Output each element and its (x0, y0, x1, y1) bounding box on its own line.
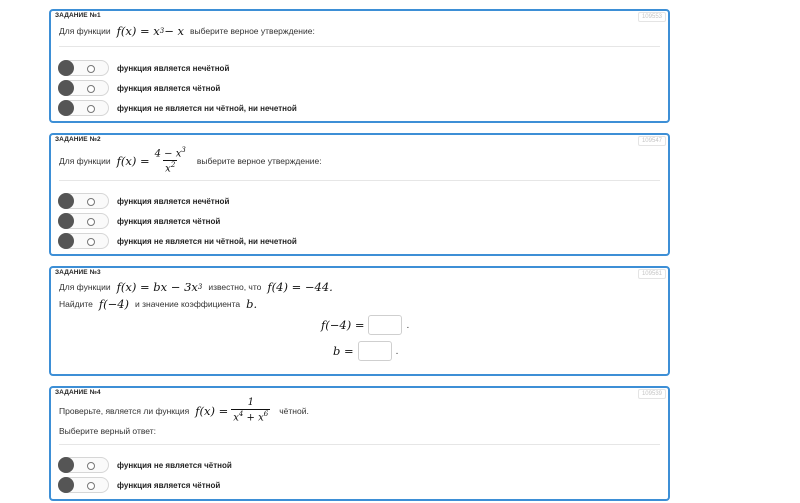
option-row[interactable] (58, 100, 297, 116)
option-label: функция является нечётной (117, 63, 230, 73)
task-id-badge: 109547 (638, 136, 666, 146)
formula: f(x) = x 3 − x (116, 24, 185, 38)
formula: f(−4) (98, 297, 130, 311)
toggle-knob (58, 233, 74, 249)
option-toggle[interactable] (58, 193, 109, 209)
question-text-line2: Найдите f(−4) и значение коэффициента b. (59, 297, 258, 311)
divider (59, 180, 660, 181)
task-card-4 (49, 386, 670, 501)
radio-circle-icon (87, 482, 95, 490)
task-label: ЗАДАНИЕ №1 (55, 12, 101, 19)
option-label: функция является чётной (117, 480, 221, 490)
answer-row: f(−4) = . (321, 315, 409, 335)
task-label: ЗАДАНИЕ №4 (55, 389, 101, 396)
option-label: функция не является ни чётной, ни нечетной (117, 236, 297, 246)
formula: f(x) = $\frac{4 - x^3}{x^2}$ (116, 146, 186, 175)
radio-circle-icon (87, 238, 95, 246)
variable: b. (246, 297, 258, 311)
question-text: Проверьте, является ли функция f(x) = $\frac{1}{x^4 + x^6}$ чётной. (59, 397, 309, 424)
question-text: Для функции f(x) = $\frac{4 - x^3}{x^2}$ выберите верное утверждение: (59, 146, 322, 175)
condition-formula: f(4) = −44. (267, 280, 333, 294)
toggle-knob (58, 80, 74, 96)
task-id-badge: 109553 (638, 12, 666, 22)
radio-circle-icon (87, 105, 95, 113)
option-row[interactable] (58, 60, 229, 76)
option-label: функция не является чётной (117, 460, 232, 470)
answer-label: f(−4) = (321, 318, 365, 332)
question-subtext: Выберите верный ответ: (59, 426, 156, 436)
divider (59, 444, 660, 445)
toggle-knob (58, 193, 74, 209)
option-toggle[interactable] (58, 60, 109, 76)
task-id-badge: 109561 (638, 269, 666, 279)
option-label: функция является чётной (117, 216, 221, 226)
option-label: функция не является ни чётной, ни нечетной (117, 103, 297, 113)
fraction: $\frac{4 - x^3}{x^2}$ (154, 146, 186, 175)
radio-circle-icon (87, 218, 95, 226)
option-row[interactable] (58, 457, 232, 473)
option-row[interactable] (58, 477, 220, 493)
task-card-3 (49, 266, 670, 376)
formula: f(x) = bx − 3x 3 (116, 280, 203, 294)
task-card-2 (49, 133, 670, 256)
option-toggle[interactable] (58, 457, 109, 473)
option-label: функция является чётной (117, 83, 221, 93)
task-id-badge: 109539 (638, 389, 666, 399)
toggle-knob (58, 213, 74, 229)
option-toggle[interactable] (58, 477, 109, 493)
radio-circle-icon (87, 462, 95, 470)
toggle-knob (58, 60, 74, 76)
answer-input[interactable] (368, 315, 402, 335)
answer-row: b = . (333, 341, 398, 361)
question-text: Для функции f(x) = x 3 − x выберите верное утверждение: (59, 24, 315, 38)
toggle-knob (58, 100, 74, 116)
option-label: функция является нечётной (117, 196, 230, 206)
task-label: ЗАДАНИЕ №2 (55, 136, 101, 143)
radio-circle-icon (87, 65, 95, 73)
toggle-knob (58, 457, 74, 473)
radio-circle-icon (87, 85, 95, 93)
answer-input[interactable] (358, 341, 392, 361)
toggle-knob (58, 477, 74, 493)
formula: f(x) = $\frac{1}{x^4 + x^6}$ (195, 397, 269, 424)
option-row[interactable] (58, 213, 220, 229)
option-row[interactable] (58, 233, 297, 249)
question-text: Для функции f(x) = bx − 3x 3 известно, что f(4) = −44. (59, 280, 333, 294)
radio-circle-icon (87, 198, 95, 206)
divider (59, 46, 660, 47)
option-toggle[interactable] (58, 233, 109, 249)
fraction: $\frac{1}{x^4 + x^6}$ (233, 397, 269, 424)
answer-label: b = (333, 344, 354, 358)
option-toggle[interactable] (58, 213, 109, 229)
option-toggle[interactable] (58, 100, 109, 116)
option-row[interactable] (58, 193, 229, 209)
option-row[interactable] (58, 80, 220, 96)
option-toggle[interactable] (58, 80, 109, 96)
task-card-1 (49, 9, 670, 123)
task-label: ЗАДАНИЕ №3 (55, 269, 101, 276)
